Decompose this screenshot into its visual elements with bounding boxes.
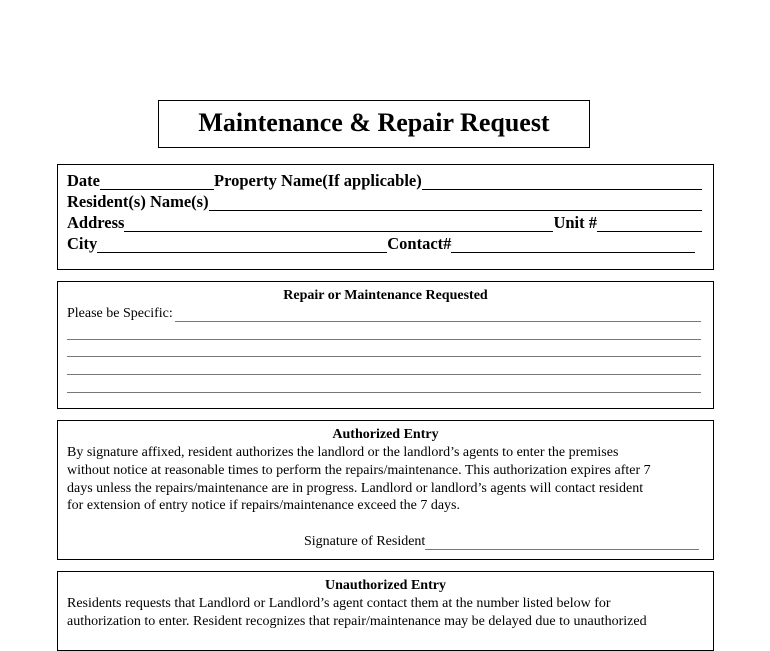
repair-request-section xyxy=(57,281,714,409)
unit-label: Unit # xyxy=(553,213,597,232)
authorized-heading: Authorized Entry xyxy=(332,427,439,442)
title-box xyxy=(158,100,590,148)
address-row xyxy=(67,211,702,232)
specific-field[interactable] xyxy=(175,306,701,322)
signature-label: Signature of Resident xyxy=(304,534,426,549)
authorized-line: for extension of entry notice if repairs/maintenance exceed the 7 days. xyxy=(67,498,461,514)
authorized-text xyxy=(67,444,705,515)
date-label: Date xyxy=(67,171,100,190)
unauthorized-heading: Unauthorized Entry xyxy=(325,578,446,593)
specific-row xyxy=(67,306,701,322)
request-line[interactable] xyxy=(67,392,701,393)
city-field[interactable] xyxy=(97,235,387,253)
resident-info-section xyxy=(57,164,714,270)
property-name-label: Property Name(If applicable) xyxy=(213,171,422,190)
request-line[interactable] xyxy=(67,374,701,375)
address-label: Address xyxy=(67,213,125,232)
specific-label: Please be Specific: xyxy=(67,306,173,321)
unit-field[interactable] xyxy=(597,214,702,232)
authorized-line: days unless the repairs/maintenance are in progress. Landlord or landlord’s agents will contact resident xyxy=(67,480,644,496)
property-name-field[interactable] xyxy=(422,172,702,190)
repair-heading: Repair or Maintenance Requested xyxy=(283,288,488,303)
request-line[interactable] xyxy=(67,356,701,357)
form-title: Maintenance & Repair Request xyxy=(198,108,550,137)
residents-field[interactable] xyxy=(209,193,702,211)
city-contact-row xyxy=(67,232,695,253)
contact-label: Contact# xyxy=(387,234,452,253)
unauthorized-line: authorization to enter. Resident recognizes that repair/maintenance may be delayed due to unauthorized xyxy=(67,613,647,629)
residents-row xyxy=(67,190,702,211)
address-field[interactable] xyxy=(124,214,553,232)
city-label: City xyxy=(67,234,98,253)
unauthorized-line: Residents requests that Landlord or Landlord’s agent contact them at the number listed below for xyxy=(67,596,611,611)
date-field[interactable] xyxy=(100,172,214,190)
date-property-row xyxy=(67,169,702,190)
request-line[interactable] xyxy=(67,339,701,340)
signature-field[interactable] xyxy=(425,534,699,550)
contact-field[interactable] xyxy=(451,235,695,253)
authorized-line: By signature affixed, resident authorizes the landlord or the landlord’s agents to enter the premises xyxy=(67,445,619,460)
authorized-line: without notice at reasonable times to perform the repairs/maintenance. This authorization expires after 7 xyxy=(67,462,651,478)
authorized-entry-section xyxy=(57,420,714,560)
signature-row xyxy=(304,534,699,550)
unauthorized-text xyxy=(67,595,705,631)
unauthorized-entry-section xyxy=(57,571,714,651)
residents-label: Resident(s) Name(s) xyxy=(67,192,209,211)
